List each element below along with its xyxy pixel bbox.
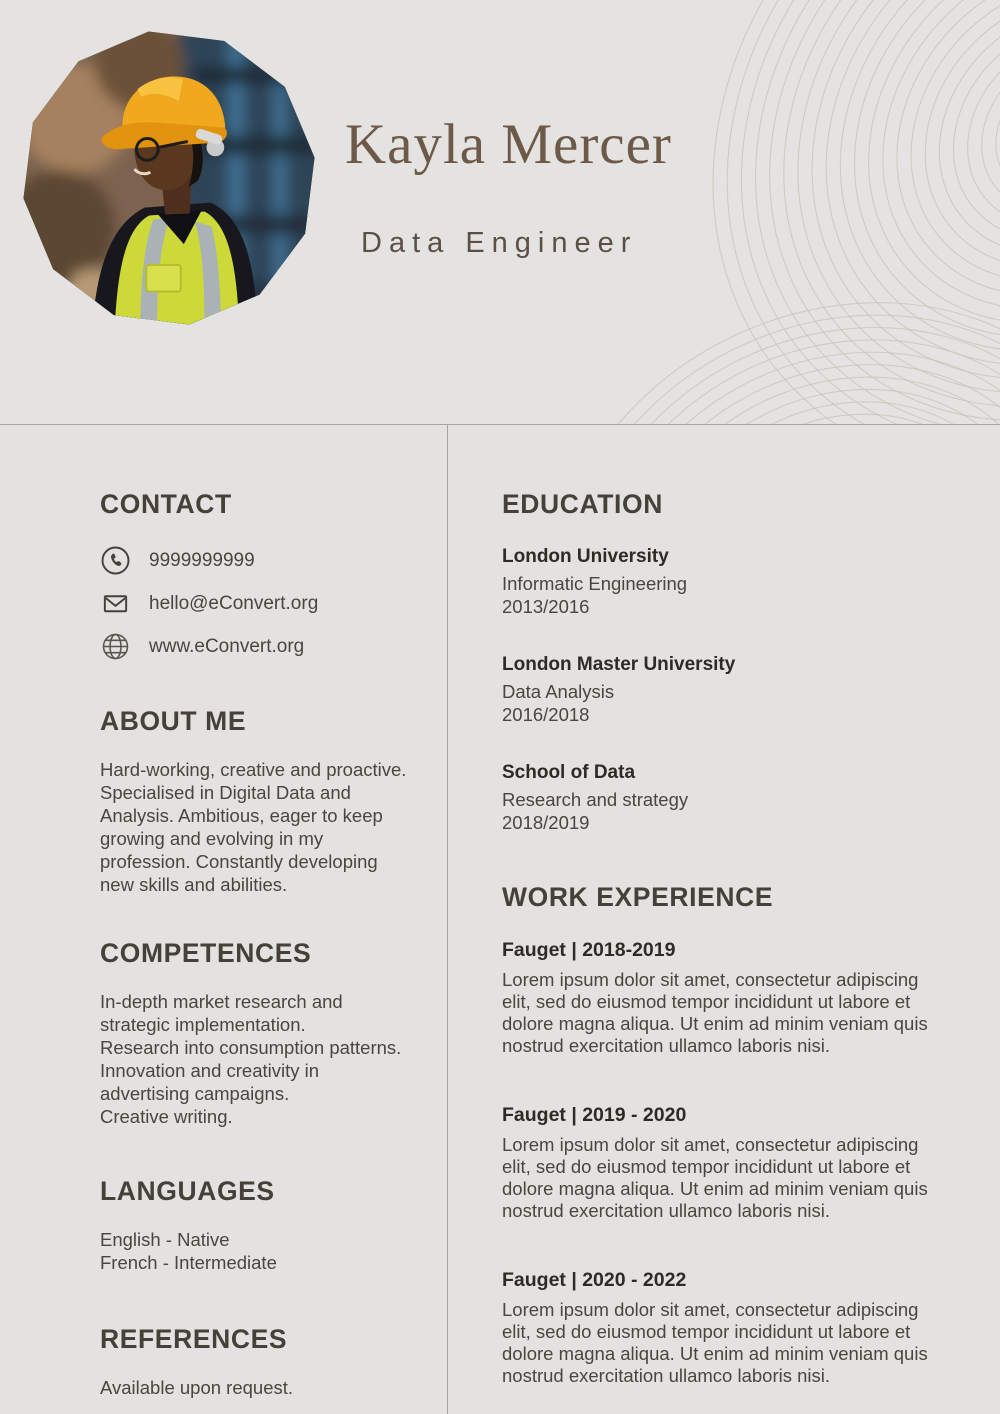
section-education — [502, 489, 932, 834]
competence-item: Research into consumption patterns. — [100, 1037, 402, 1058]
about-text: Hard-working, creative and proactive. Specialised in Digital Data and Analysis. Ambitious, eager to keep growing and evolving in my profession. Constantly developing new skills and abilities. — [100, 759, 407, 895]
competences-list — [100, 990, 409, 1128]
education-years: 2018/2019 — [502, 812, 590, 833]
education-item — [502, 654, 932, 726]
header — [0, 0, 1000, 425]
email-icon — [100, 588, 131, 619]
languages-list — [100, 1228, 409, 1274]
globe-icon — [100, 631, 131, 662]
website-url[interactable]: www.eConvert.org — [149, 635, 305, 657]
phone-number: 9999999999 — [149, 549, 255, 571]
references-text: Available upon request. — [100, 1377, 294, 1398]
email-address[interactable]: hello@eConvert.org — [149, 592, 319, 614]
language-item: English - Native — [100, 1229, 230, 1250]
experience-item — [502, 939, 932, 1057]
right-column — [448, 425, 1000, 1414]
education-heading: EDUCATION — [502, 489, 663, 519]
education-degree: Research and strategy — [502, 789, 689, 810]
name-block — [345, 114, 672, 260]
language-item: French - Intermediate — [100, 1252, 277, 1273]
experience-title: Fauget | 2019 - 2020 — [502, 1104, 687, 1126]
experience-description: Lorem ipsum dolor sit amet, consectetur adipiscing elit, sed do eiusmod tempor incididunt ut labore et dolore magna aliqua. Ut enim ad minim veniam quis nostrud exercitation ullamco laboris nisi. — [502, 969, 928, 1056]
experience-title: Fauget | 2018-2019 — [502, 939, 676, 961]
experience-description: Lorem ipsum dolor sit amet, consectetur adipiscing elit, sed do eiusmod tempor incididunt ut labore et dolore magna aliqua. Ut enim ad minim veniam quis nostrud exercitation ullamco laboris nisi. — [502, 1134, 928, 1221]
section-references — [100, 1324, 409, 1399]
education-degree: Informatic Engineering — [502, 573, 688, 594]
left-column — [0, 425, 448, 1414]
contact-list — [100, 545, 409, 662]
contact-row-phone — [100, 545, 409, 576]
education-school: London University — [502, 546, 669, 567]
section-contact — [100, 489, 409, 662]
education-item — [502, 546, 932, 618]
competence-item: Innovation and creativity in advertising campaigns. — [100, 1060, 320, 1104]
experience-item — [502, 1269, 932, 1387]
experience-item — [502, 1104, 932, 1222]
section-experience — [502, 882, 932, 1387]
experience-description: Lorem ipsum dolor sit amet, consectetur adipiscing elit, sed do eiusmod tempor incididunt ut labore et dolore magna aliqua. Ut enim ad minim veniam quis nostrud exercitation ullamco laboris nisi. — [502, 1299, 928, 1386]
section-competences — [100, 938, 409, 1128]
education-years: 2016/2018 — [502, 704, 590, 725]
section-about — [100, 706, 409, 896]
competence-item: Creative writing. — [100, 1106, 233, 1127]
education-school: School of Data — [502, 762, 636, 783]
competence-item: In-depth market research and strategic implementation. — [100, 991, 343, 1035]
body-columns — [0, 425, 1000, 1414]
section-languages — [100, 1176, 409, 1274]
education-degree: Data Analysis — [502, 681, 615, 702]
contact-row-email — [100, 588, 409, 619]
contact-row-website — [100, 631, 409, 662]
person-name: Kayla Mercer — [345, 113, 672, 176]
education-years: 2013/2016 — [502, 596, 590, 617]
experience-heading: WORK EXPERIENCE — [502, 882, 774, 912]
education-school: London Master University — [502, 654, 736, 675]
phone-icon — [100, 545, 131, 576]
contact-heading: CONTACT — [100, 489, 232, 519]
references-heading: REFERENCES — [100, 1324, 288, 1354]
experience-title: Fauget | 2020 - 2022 — [502, 1269, 687, 1291]
education-item — [502, 762, 932, 834]
job-title: Data Engineer — [361, 226, 638, 259]
about-heading: ABOUT ME — [100, 706, 247, 736]
languages-heading: LANGUAGES — [100, 1176, 275, 1206]
competences-heading: COMPETENCES — [100, 938, 312, 968]
